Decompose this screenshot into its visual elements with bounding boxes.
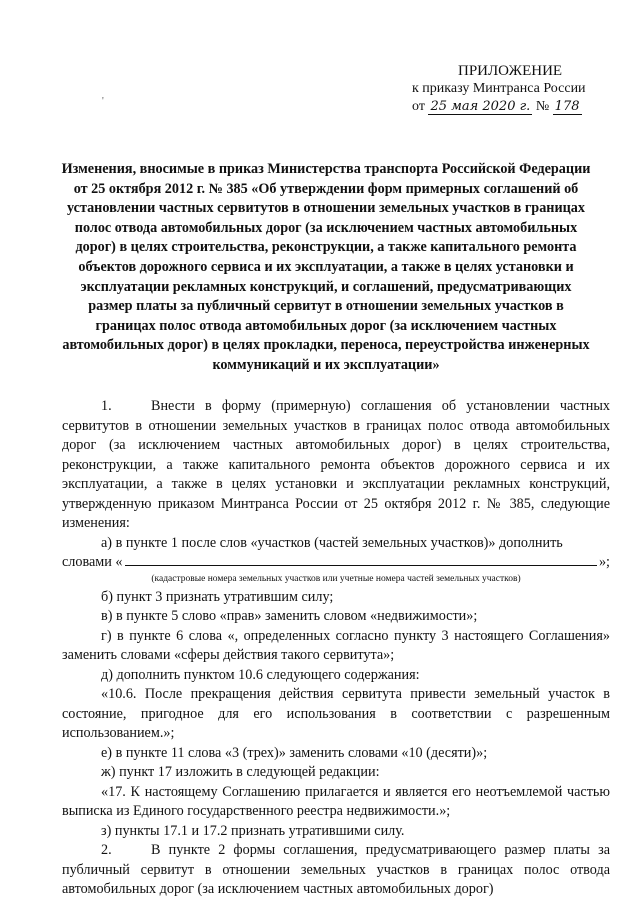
order-number-handwritten: 178 xyxy=(554,99,580,114)
paragraph-2-number: 2. xyxy=(101,842,112,858)
fill-caption: (кадастровые номера земельных участков или учетные номера частей земельных участков) xyxy=(151,573,521,584)
item-zh: ж) пункт 17 изложить в следующей редакции: xyxy=(101,764,380,780)
fill-end: »; xyxy=(598,554,610,570)
paragraph-1-number: 1. xyxy=(101,398,112,414)
document-body xyxy=(62,397,610,900)
item-a-fill-line xyxy=(62,553,610,573)
order-line xyxy=(412,98,612,116)
paragraph-2-text: В пункте 2 формы соглашения, предусматривающего размер платы за публичный сервитут в отношении земельных участков в границах полос отвода автомобильных дорог (за исключением частных автомобильных дорог) xyxy=(62,842,610,897)
item-a: а) в пункте 1 после слов «участков (частей земельных участков)» дополнить xyxy=(101,534,563,551)
quote-10-6: «10.6. После прекращения действия сервитута привести земельный участок в состояние, пригодное для его использования в соответствии с разрешенным использованием.»; xyxy=(62,686,610,741)
paragraph-1-text: Внести в форму (примерную) соглашения об установлении частных сервитутов в отношении земельных участков в границах полос отвода автомобильных дорог (за исключением частных автомобильных дорог) в целях строительства, реконструкции, а также капитального ремонта объектов дорожного сервиса и их эксплуатации, а также в целях установки и эксплуатации рекламных конструкций, утвержденную приказом Минтранса России от 25 октября 2012 г. № 385, следующие изменения: xyxy=(62,398,610,531)
appendix-block xyxy=(412,62,612,116)
paragraph-2 xyxy=(62,841,610,900)
order-date-handwritten: 25 мая 2020 г. xyxy=(430,99,531,114)
fill-start: словами « xyxy=(62,554,123,570)
order-prefix: от xyxy=(412,99,425,114)
appendix-subtitle: к приказу Минтранса России xyxy=(412,81,586,96)
order-number-label: № xyxy=(535,99,550,114)
quote-17: «17. К настоящему Соглашению прилагается и является его неотъемлемой частью выписка из Единого государственного реестра недвижимости.»; xyxy=(62,783,610,819)
item-z: з) пункты 17.1 и 17.2 признать утратившими силу. xyxy=(101,822,405,839)
blank-fill-field xyxy=(125,553,597,566)
item-e: е) в пункте 11 слова «3 (трех)» заменить словами «10 (десяти)»; xyxy=(101,744,488,761)
document-heading: Изменения, вносимые в приказ Министерства транспорта Российской Федерации от 25 октября 2012 г. № 385 «Об утверждении форм примерных соглашений об установлении частных сервитутов в отношении земельных участков в границах полос отвода автомобильных дорог (за исключением частных автомобильных дорог) в целях строительства, реконструкции, а также капитального ремонта объектов дорожного сервиса и их эксплуатации, а также в целях установки и эксплуатации рекламных конструкций, и соглашений, предусматривающих размер платы за публичный сервитут в отношении земельных участков в границах полос отвода автомобильных дорог (за исключением частных автомобильных дорог) в целях прокладки, переноса, переустройства инженерных коммуникаций и их эксплуатации» xyxy=(61,161,591,373)
stray-mark: ' xyxy=(102,96,104,107)
item-d: д) дополнить пунктом 10.6 следующего содержания: xyxy=(101,666,420,683)
paragraph-1 xyxy=(62,397,610,534)
appendix-title: ПРИЛОЖЕНИЕ xyxy=(458,63,563,79)
item-b: б) пункт 3 признать утратившим силу; xyxy=(101,588,334,605)
item-v: в) в пункте 5 слово «прав» заменить словом «недвижимости»; xyxy=(101,608,478,624)
item-g: г) в пункте 6 слова «, определенных согласно пункту 3 настоящего Соглашения» заменить словами «сферы действия такого сервитута»; xyxy=(62,627,610,663)
